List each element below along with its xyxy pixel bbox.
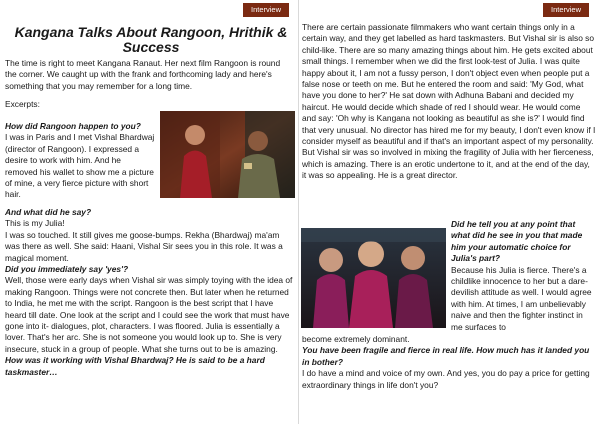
answer-1: I was in Paris and I met Vishal Bhardwaj (director of Rangoon). I expressed a desire to work with him. And he removed his wallet to show me a picture of mine, a very fierce picture with short hair. xyxy=(5,132,155,200)
intro-paragraph: The time is right to meet Kangana Ranaut. Her next film Rangoon is round the corner. We caught up with the frank and forthcoming lady and here's something that you may remember for a long time. xyxy=(5,58,281,91)
answer-2b: I was so touched. It still gives me goose-bumps. Rekha (Bhardwaj) ma'am was there as well. She said: Haani, Vishal Sir sees you in this role. It was a magical moment. xyxy=(5,229,283,263)
column-divider xyxy=(298,0,299,424)
question-1: How did Rangoon happen to you? xyxy=(5,121,141,131)
question-2: And what did he say? xyxy=(5,207,92,217)
right-column-footer xyxy=(302,334,596,391)
question-4: How was it working with Vishal Bhardwaj? He is said to be a hard taskmaster… xyxy=(5,355,265,377)
answer-2a: This is my Julia! xyxy=(5,218,65,229)
film-still-photo-2-image xyxy=(301,228,446,328)
question-5: Did he tell you at any point that what did he see in you that made him your automatic choice for Julia's part? xyxy=(451,219,583,264)
interview-tag-right: Interview xyxy=(543,3,589,17)
film-still-photo-1-image xyxy=(160,111,295,198)
answer-5a: Because his Julia is fierce. There's a childlike innocence to her but a dare-devilish attitude as well. I would agree with him. At times, I am unbelievably naive and then the fighter instinct in me surfaces to xyxy=(451,264,592,332)
answer-3: Well, those were early days when Vishal sir was simply toying with the idea of making Rangoon. Things were not concrete then. But later when he returned to India, he met me with the script. Rangoon is the best script that I have heard till date. One look at the script and I could see the work that must have gone into it- dialogues, plot, characters. I was floored. Julia is essentially a lover. That's her arc. She is not someone you would look up to. She is very insecure, stuck in a group of people. What she turns out to be is amazing. xyxy=(5,275,293,354)
film-still-photo-2 xyxy=(301,228,446,328)
answer-4: There are certain passionate filmmakers who want certain things only in a certain way, and they get labelled as hard taskmasters. But Vishal sir is also so child-like. There are so many amazing things about him. He gets excited about small things. I remember when we did the first look-test of Julia. I was quite happy about it, I am not a fussy person, I don't object even when people put a false nose or teeth on me. But he entered the room and said: 'My God, what have you done to her?' He sat down with Adhuna Babani and decided my haircut. He would decide which shade of red I should wear. He would come and say: 'Oh why is Kangana not looking as beautiful as she is?' I would find that very unusual. No director has hired me for my beauty, I don't even know if I consider myself as beautiful and if that's an important aspect of my personality. But Vishal sir was so involved in mixing the fragility of Julia with her fierceness, which is amazing. There is an erotic undertone to it, and at the end of the day, it was so appealing. He is a great director. xyxy=(302,22,596,181)
answer-wrap-5 xyxy=(451,219,596,333)
interview-tag-left: Interview xyxy=(243,3,289,17)
film-still-photo-1 xyxy=(160,111,295,198)
excerpts-block xyxy=(5,99,293,110)
excerpts-label: Excerpts: xyxy=(5,99,40,109)
answer-6: I do have a mind and voice of my own. And yes, you do pay a price for getting extraordinary things in life don't you? xyxy=(302,368,590,390)
answer-5b: become extremely dominant. xyxy=(302,334,410,344)
answer-wrap-1 xyxy=(5,121,155,201)
left-column-body xyxy=(5,207,293,378)
article-title: Kangana Talks About Rangoon, Hrithik & Success xyxy=(14,24,288,55)
right-column-body xyxy=(302,22,596,182)
question-6: You have been fragile and fierce in real life. How much has it landed you in bother? xyxy=(302,345,590,367)
question-3: Did you immediately say 'yes'? xyxy=(5,264,129,275)
